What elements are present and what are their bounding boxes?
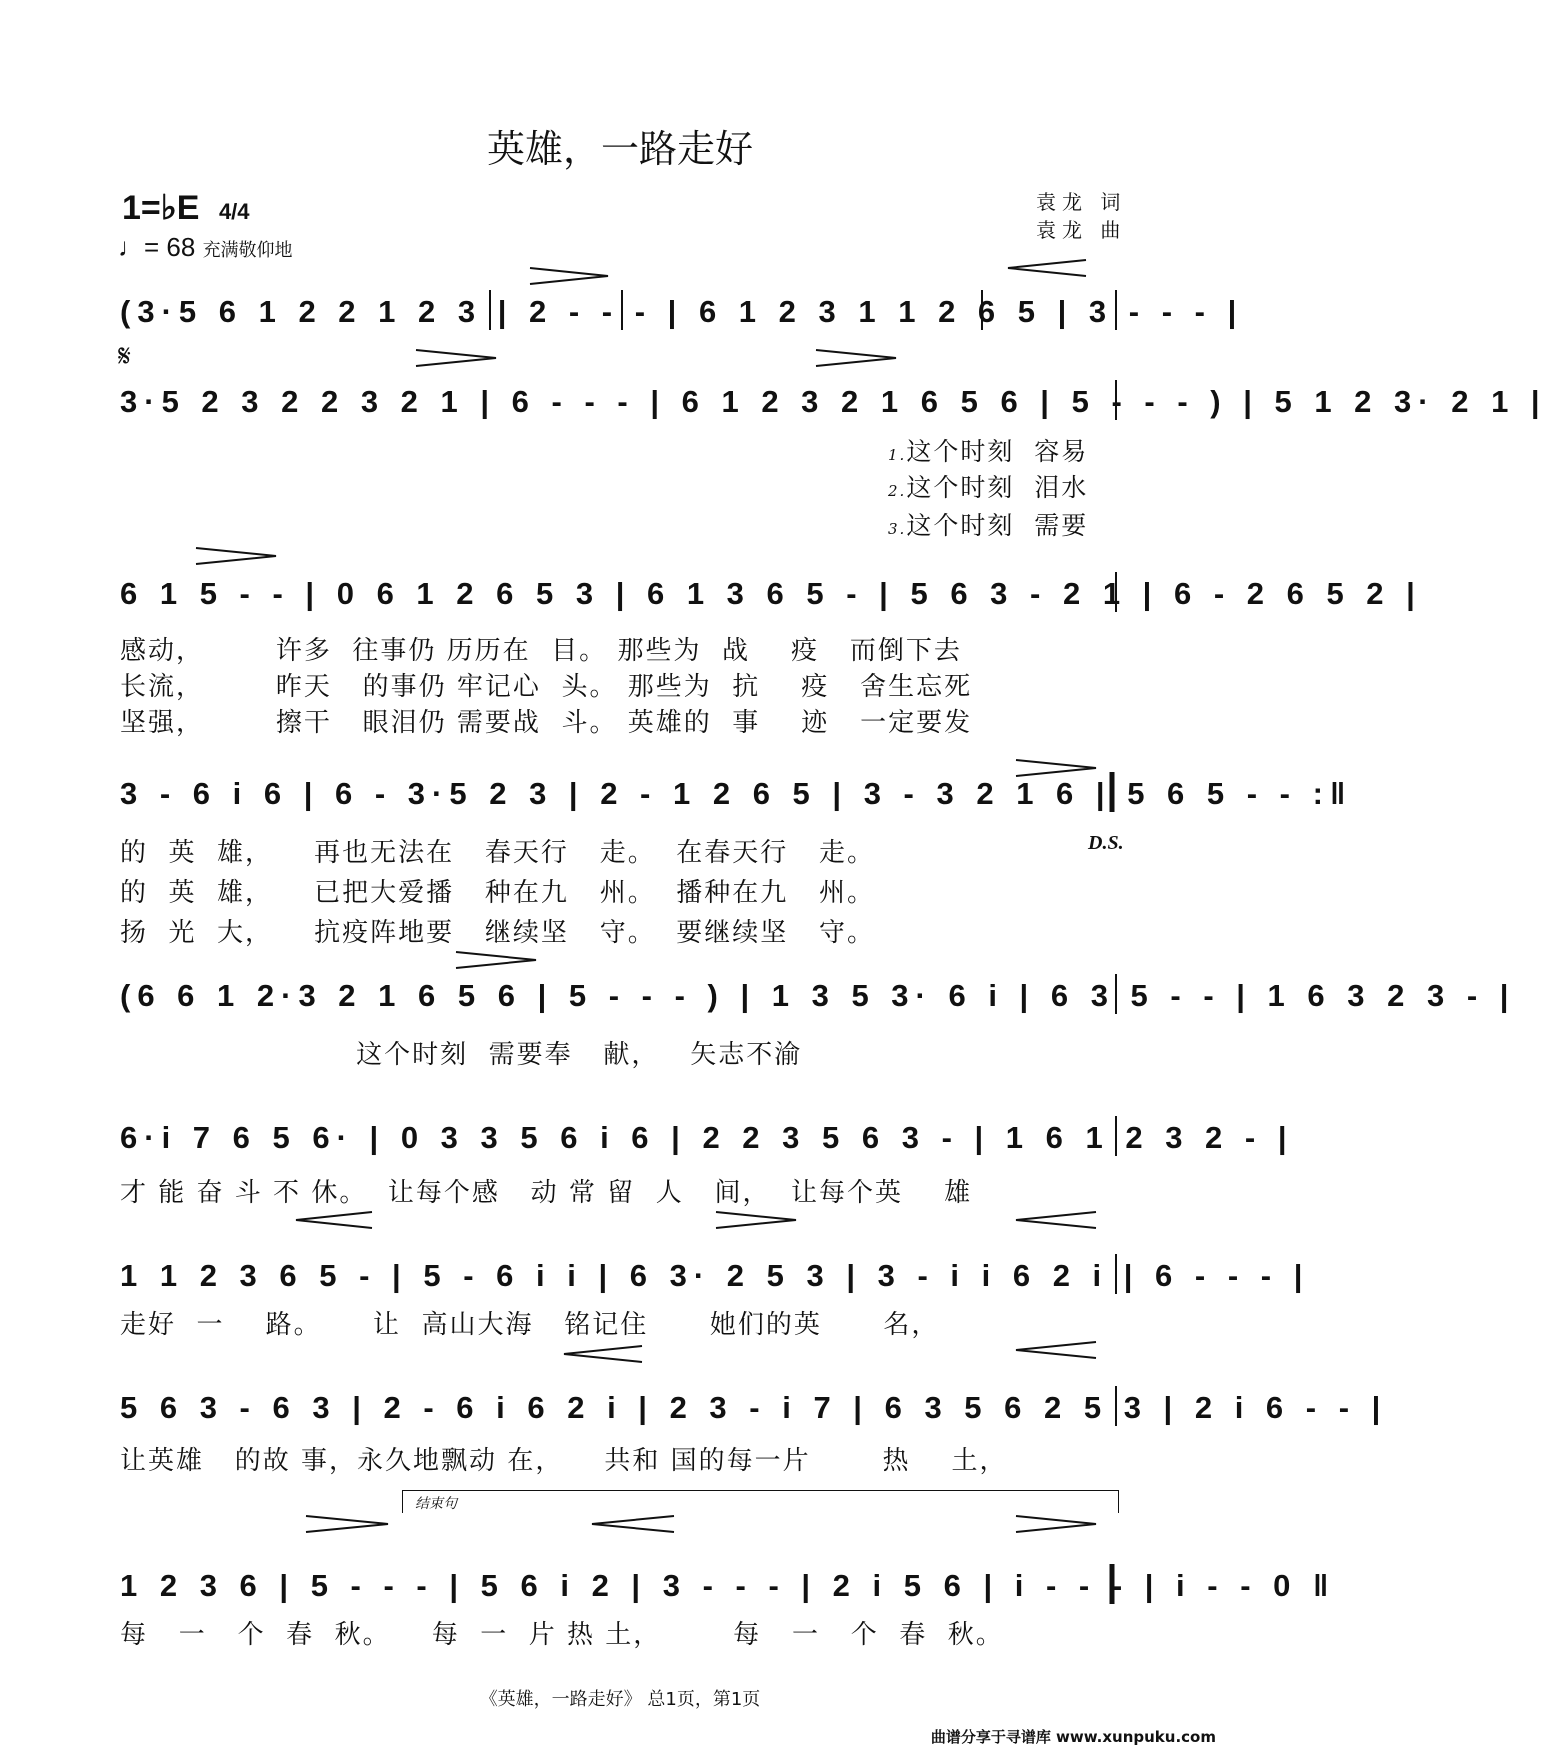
composer-credit: 袁龙 曲 [1036, 218, 1127, 242]
staff-notes: (6 6 1 2·3 2 1 6 5 6 | 5 - - - ) | 1 3 5 3· 6 i | 6 3 5 - - | 1 6 3 2 3 - | [120, 978, 1516, 1013]
decrescendo-mark [196, 548, 276, 564]
crescendo-mark [564, 1346, 642, 1362]
staff-notes: (3·5 6 1 2 2 1 2 3 | 2 - - - | 6 1 2 3 1 1 2 6 5 | 3 - - - | [120, 294, 1244, 329]
expression-mark: 充满敬仰地 [202, 240, 293, 261]
decrescendo-mark [1016, 760, 1096, 776]
crescendo-mark [1016, 1342, 1096, 1358]
segno-sign: 𝄋 [118, 340, 131, 373]
staff-notes: 1 2 3 6 | 5 - - - | 5 6 i 2 | 3 - - - | 2 i 5 6 | i - - - | i - - 0 ‖ [120, 1568, 1336, 1603]
lyric-verse-3: 坚强， 擦干 眼泪仍 需要战 斗。 英雄的 事 迹 一定要发 [120, 708, 973, 738]
decrescendo-mark [716, 1212, 796, 1228]
source-credit: 曲谱分享于寻谱库 www.xunpuku.com [930, 1728, 1216, 1746]
time-signature: 4/4 [218, 199, 250, 224]
staff-notes: 6 1 5 - - | 0 6 1 2 6 5 3 | 6 1 3 6 5 - | 5 6 3 - 2 1 | 6 - 2 6 5 2 | [120, 576, 1422, 611]
dal-segno-mark: D.S. [1088, 832, 1124, 854]
bar-lines [490, 290, 1116, 1426]
verse-intro-text: 这个时刻 需要 [906, 511, 1089, 540]
ending-label: 结束句 [415, 1496, 457, 1512]
lyric-line-9: 每 一 个 春 秋。 每 一 片 热 土， 每 一 个 春 秋。 [120, 1620, 1004, 1650]
crescendo-mark [1016, 1212, 1096, 1228]
crescendo-mark [1008, 260, 1086, 276]
staff-notes: 3·5 2 3 2 2 3 2 1 | 6 - - - | 6 1 2 3 2 1 6 5 6 | 5 - - - ) | 5 1 2 3· 2 1 | [120, 384, 1547, 419]
staff-notes: 5 6 3 - 6 3 | 2 - 6 i 6 2 i | 2 3 - i 7 | 6 3 5 6 2 5 3 | 2 i 6 - - | [120, 1390, 1388, 1425]
verse-number: 2. [888, 482, 907, 500]
verse-intro-text: 这个时刻 容易 [906, 437, 1089, 466]
lyric-line-8: 让英雄 的故 事，永久地飘动 在， 共和 国的每一片 热 土， [120, 1446, 1008, 1476]
decrescendo-mark [530, 268, 608, 284]
staff-notes: 6·i 7 6 5 6· | 0 3 3 5 6 i 6 | 2 2 3 5 6 3 - | 1 6 1 2 3 2 - | [120, 1120, 1294, 1155]
staff-notes: 1 1 2 3 6 5 - | 5 - 6 i i | 6 3· 2 5 3 | 3 - i i 6 2 i | 6 - - - | [120, 1258, 1310, 1293]
lyric-verse-1: 感动， 许多 往事仍 历历在 目。 那些为 战 疫 而倒下去 [120, 636, 962, 666]
lyricist-credit: 袁龙 词 [1036, 190, 1127, 214]
decrescendo-mark [1016, 1516, 1096, 1532]
lyric-verse-2: 长流， 昨天 的事仍 牢记心 头。 那些为 抗 疫 舍生忘死 [120, 672, 973, 702]
verse-intro-text: 这个时刻 泪水 [906, 473, 1089, 502]
decrescendo-mark [816, 350, 896, 366]
decrescendo-mark [416, 350, 496, 366]
key-label: 1=♭E [122, 189, 200, 227]
lyric-line-5: 这个时刻 需要奉 献， 矢志不渝 [120, 1040, 803, 1070]
quarter-note-icon: ♩ [118, 232, 144, 262]
lyric-verse-2b: 的 英 雄， 已把大爱播 种在九 州。 播种在九 州。 [120, 878, 876, 908]
page-footer: 《英雄，一路走好》 总1页，第1页 [479, 1689, 761, 1710]
lyric-verse-1b: 的 英 雄， 再也无法在 春天行 走。 在春天行 走。 [120, 838, 876, 868]
tempo-value: = 68 [144, 232, 196, 262]
lyric-verse-3b: 扬 光 大， 抗疫阵地要 继续坚 守。 要继续坚 守。 [120, 918, 876, 948]
verse-number: 1. [888, 446, 907, 464]
crescendo-mark [592, 1516, 674, 1532]
decrescendo-mark [306, 1516, 388, 1532]
song-title: 英雄，一路走好 [486, 127, 753, 171]
crescendo-mark [296, 1212, 372, 1228]
decrescendo-mark [456, 952, 536, 968]
lyric-line-7: 走好 一 路。 让 高山大海 铭记住 她们的英 名， [120, 1310, 940, 1340]
staff-notes: 3 - 6 i 6 | 6 - 3·5 2 3 | 2 - 1 2 6 5 | 3 - 3 2 1 6 | 5 6 5 - - :‖ [120, 776, 1353, 811]
lyric-line-6: 才 能 奋 斗 不 休。 让每个感 动 常 留 人 间， 让每个英 雄 [120, 1178, 973, 1208]
verse-number: 3. [888, 520, 907, 538]
